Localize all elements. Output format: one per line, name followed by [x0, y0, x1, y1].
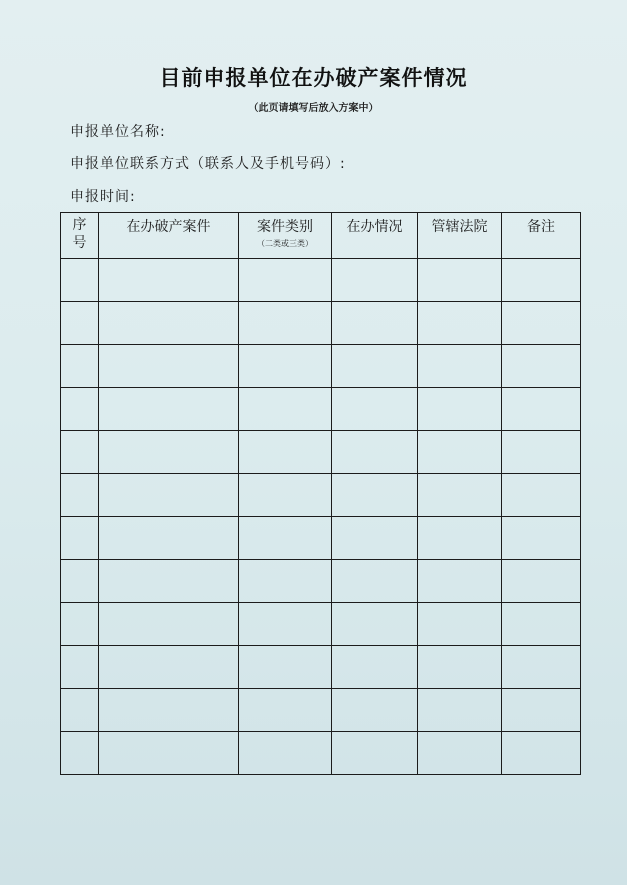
table-row	[61, 603, 581, 646]
cell-case	[99, 646, 239, 689]
header-case: 在办破产案件	[99, 213, 239, 259]
cell-case	[99, 517, 239, 560]
header-category-label: 案件类别	[257, 219, 313, 235]
cell-court	[418, 474, 502, 517]
cell-case	[99, 474, 239, 517]
cell-seq	[61, 517, 99, 560]
cell-seq	[61, 603, 99, 646]
document-subtitle: （此页请填写后放入方案中）	[248, 103, 379, 114]
cell-status	[332, 345, 418, 388]
table-row	[61, 431, 581, 474]
cell-category	[239, 474, 332, 517]
cell-seq	[61, 345, 99, 388]
cell-status	[332, 517, 418, 560]
cell-category	[239, 689, 332, 732]
cell-case	[99, 388, 239, 431]
cell-status	[332, 732, 418, 775]
header-remark: 备注	[502, 213, 581, 259]
cell-court	[418, 603, 502, 646]
table-row	[61, 474, 581, 517]
cell-category	[239, 388, 332, 431]
cell-case	[99, 431, 239, 474]
cell-status	[332, 646, 418, 689]
table-row	[61, 517, 581, 560]
cell-category	[239, 646, 332, 689]
cell-court	[418, 732, 502, 775]
cell-court	[418, 431, 502, 474]
table-row	[61, 345, 581, 388]
date-label: 申报时间:	[70, 189, 136, 205]
cell-seq	[61, 474, 99, 517]
cell-category	[239, 431, 332, 474]
cases-table	[60, 212, 581, 775]
cell-court	[418, 345, 502, 388]
cell-status	[332, 603, 418, 646]
header-category-note: （二类或三类）	[257, 239, 313, 248]
table-row	[61, 689, 581, 732]
cell-remark	[502, 603, 581, 646]
table-row	[61, 646, 581, 689]
cell-remark	[502, 646, 581, 689]
cell-case	[99, 732, 239, 775]
cell-status	[332, 388, 418, 431]
cell-seq	[61, 689, 99, 732]
cell-case	[99, 345, 239, 388]
cell-remark	[502, 689, 581, 732]
cell-seq	[61, 388, 99, 431]
cell-court	[418, 689, 502, 732]
cell-court	[418, 388, 502, 431]
header-seq-line2: 号	[72, 235, 87, 251]
cell-court	[418, 517, 502, 560]
document-title: 目前申报单位在办破产案件情况	[159, 66, 468, 90]
cell-case	[99, 689, 239, 732]
cell-category	[239, 603, 332, 646]
cell-category	[239, 259, 332, 302]
cell-category	[239, 302, 332, 345]
cell-case	[99, 560, 239, 603]
contact-label: 申报单位联系方式（联系人及手机号码）:	[70, 156, 346, 172]
cell-seq	[61, 646, 99, 689]
table-row	[61, 259, 581, 302]
cell-seq	[61, 259, 99, 302]
header-status: 在办情况	[332, 213, 418, 259]
cell-remark	[502, 388, 581, 431]
header-category	[239, 213, 332, 259]
cell-case	[99, 302, 239, 345]
cell-seq	[61, 732, 99, 775]
cell-status	[332, 560, 418, 603]
cell-court	[418, 259, 502, 302]
cell-remark	[502, 474, 581, 517]
cell-case	[99, 603, 239, 646]
cell-status	[332, 259, 418, 302]
cell-seq	[61, 302, 99, 345]
cell-category	[239, 560, 332, 603]
cell-seq	[61, 431, 99, 474]
cell-status	[332, 302, 418, 345]
header-seq-line1: 序	[72, 217, 87, 233]
cell-category	[239, 345, 332, 388]
table-row	[61, 302, 581, 345]
cell-remark	[502, 302, 581, 345]
table-row	[61, 388, 581, 431]
cell-remark	[502, 517, 581, 560]
unit-name-label: 申报单位名称:	[70, 124, 166, 140]
cell-status	[332, 431, 418, 474]
header-court: 管辖法院	[418, 213, 502, 259]
cell-court	[418, 560, 502, 603]
cell-remark	[502, 560, 581, 603]
cell-status	[332, 689, 418, 732]
table-header-row	[61, 213, 581, 259]
header-seq	[61, 213, 99, 259]
cell-status	[332, 474, 418, 517]
table-row	[61, 732, 581, 775]
table-row	[61, 560, 581, 603]
cell-case	[99, 259, 239, 302]
cell-remark	[502, 345, 581, 388]
cell-remark	[502, 259, 581, 302]
cell-remark	[502, 732, 581, 775]
cell-category	[239, 732, 332, 775]
cell-seq	[61, 560, 99, 603]
cell-remark	[502, 431, 581, 474]
cell-court	[418, 646, 502, 689]
table-body	[61, 259, 581, 775]
cell-court	[418, 302, 502, 345]
cell-category	[239, 517, 332, 560]
